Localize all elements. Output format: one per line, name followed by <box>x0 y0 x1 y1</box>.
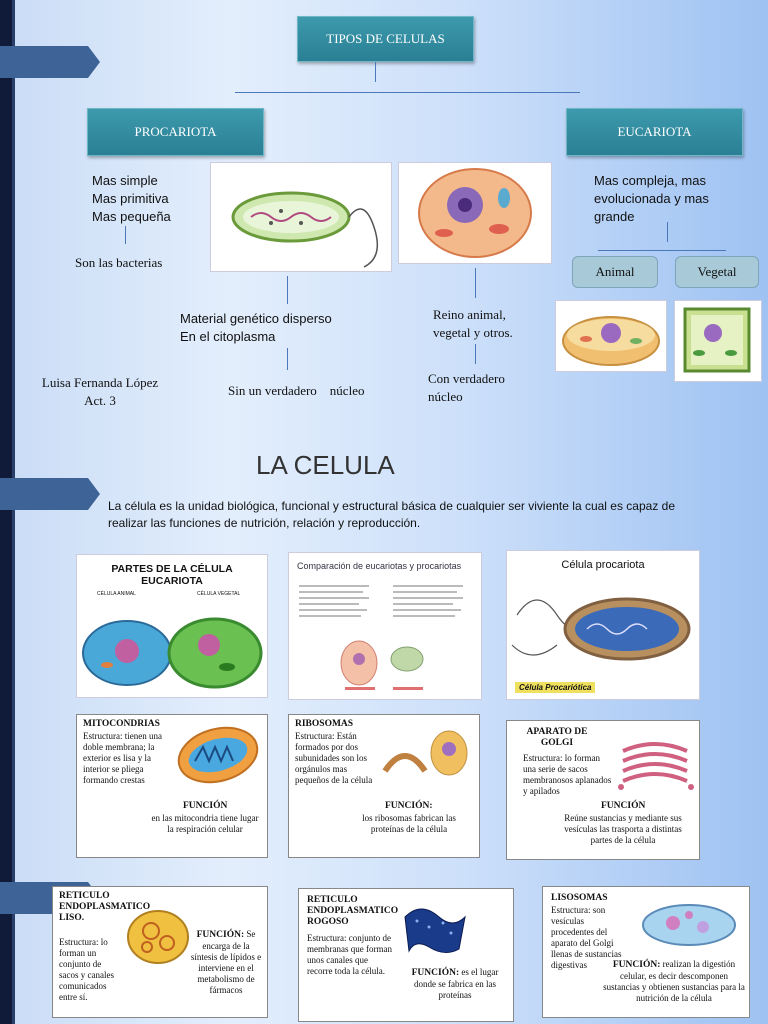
slide-la-celula <box>0 432 768 868</box>
card-lisosomas: LISOSOMAS Estructura: son vesículas procedentes del aparato del Golgi llenas de sustancias digestivas FUNCIÓN: realizan la digestión celular, es decir descomponen sustancias y obtienen sustancias para la nutrición de la célula <box>542 886 750 1018</box>
card-reticulo-rugoso: RETICULO ENDOPLASMATICO ROGOSO Estructura: conjunto de membranas que forman unos canales que recorre toda la célula. FUNCIÓN: es el lugar donde se fabrica en las proteínas <box>298 888 514 1022</box>
eukaryote-traits: Mas compleja, mas evolucionada y mas grande <box>594 173 709 224</box>
prokaryote-note: Son las bacterias <box>75 255 163 270</box>
eukaryote-label: EUCARIOTA <box>617 124 692 139</box>
animal-label: Animal <box>595 264 635 279</box>
bacteria-image <box>210 162 392 272</box>
animal-pill <box>572 256 658 288</box>
fn-block: FUNCIÓN: es el lugar donde se fabrica en las proteínas <box>411 967 499 1000</box>
author: Luisa Fernanda López Act. 3 <box>41 375 159 408</box>
card-ribosomas: RIBOSOMAS Estructura: Están formados por dos subunidades son los orgánulos mas pequeños de la célula FUNCIÓN: los ribosomas fabrican las proteínas de la célula <box>288 714 480 858</box>
slide-tipos-de-celulas <box>0 0 768 432</box>
fn-block: FUNCIÓN: Se encarga de la síntesis de lípidos e interviene en el metabolismo de fármacos <box>190 929 262 995</box>
prokaryote-nucleus: Sin un verdadero núcleo <box>228 383 365 398</box>
parts-eukaryote-image: PARTES DE LA CÉLULA EUCARIOTA CÉLULA ANIMAL CÉLULA VEGETAL <box>76 554 268 698</box>
eukaryote-box <box>566 108 743 156</box>
eukaryote-kingdom: Reino animal, vegetal y otros. <box>433 307 513 340</box>
prokaryote-box <box>87 108 264 156</box>
title-box <box>297 16 474 62</box>
plant-cell-image <box>674 300 762 382</box>
title-text: TIPOS DE CELULAS <box>326 31 445 46</box>
la-celula-title: LA CELULA <box>256 450 395 480</box>
eukaryote-cell-image <box>398 162 552 264</box>
comparison-image: Comparación de eucariotas y procariotas <box>288 552 482 700</box>
slide-organelos <box>0 868 768 1024</box>
plant-pill <box>675 256 759 288</box>
prokaryote-genetic: Material genético disperso En el citoplasma <box>180 311 332 344</box>
card-mitocondrias: MITOCONDRIAS Estructura: tienen una doble membrana; la exterior es lisa y la interior se pliega formando crestas FUNCIÓN en las mitocondria tiene lugar la respiración celular <box>76 714 268 858</box>
prokaryote-label: PROCARIOTA <box>134 124 217 139</box>
eukaryote-nucleus: Con verdadero núcleo <box>428 371 505 404</box>
prokaryote-image: Célula procariota Célula Procariótica <box>506 550 700 700</box>
slide-arrow-tab <box>0 46 100 78</box>
card-reticulo-liso: RETICULO ENDOPLASMATICO LISO. Estructura: lo forman un conjunto de sacos y canales comunicados entre sí. FUNCIÓN: Se encarga de la síntesis de lípidos e interviene en el metabolismo de fármacos <box>52 886 268 1018</box>
fn-block: FUNCIÓN: realizan la digestión celular, es decir descomponen sustancias y obtienen sustancias para la nutrición de la célula <box>603 959 745 1003</box>
prokaryote-traits: Mas simple Mas primitiva Mas pequeña <box>92 173 171 224</box>
slide-arrow-tab <box>0 478 100 510</box>
plant-label: Vegetal <box>697 264 737 279</box>
animal-cell-image <box>555 300 667 372</box>
card-golgi: APARATO DE GOLGI Estructura: lo forman una serie de sacos membranosos aplanados y apilados FUNCIÓN Reúne sustancias y mediante sus vesículas las trasporta a distintas partes de la célula <box>506 720 700 860</box>
intro-text: La célula es la unidad biológica, funcional y estructural básica de cualquier ser viviente la cual es capaz de realizar las funciones de nutrición, relación y reproducción. <box>108 499 676 530</box>
